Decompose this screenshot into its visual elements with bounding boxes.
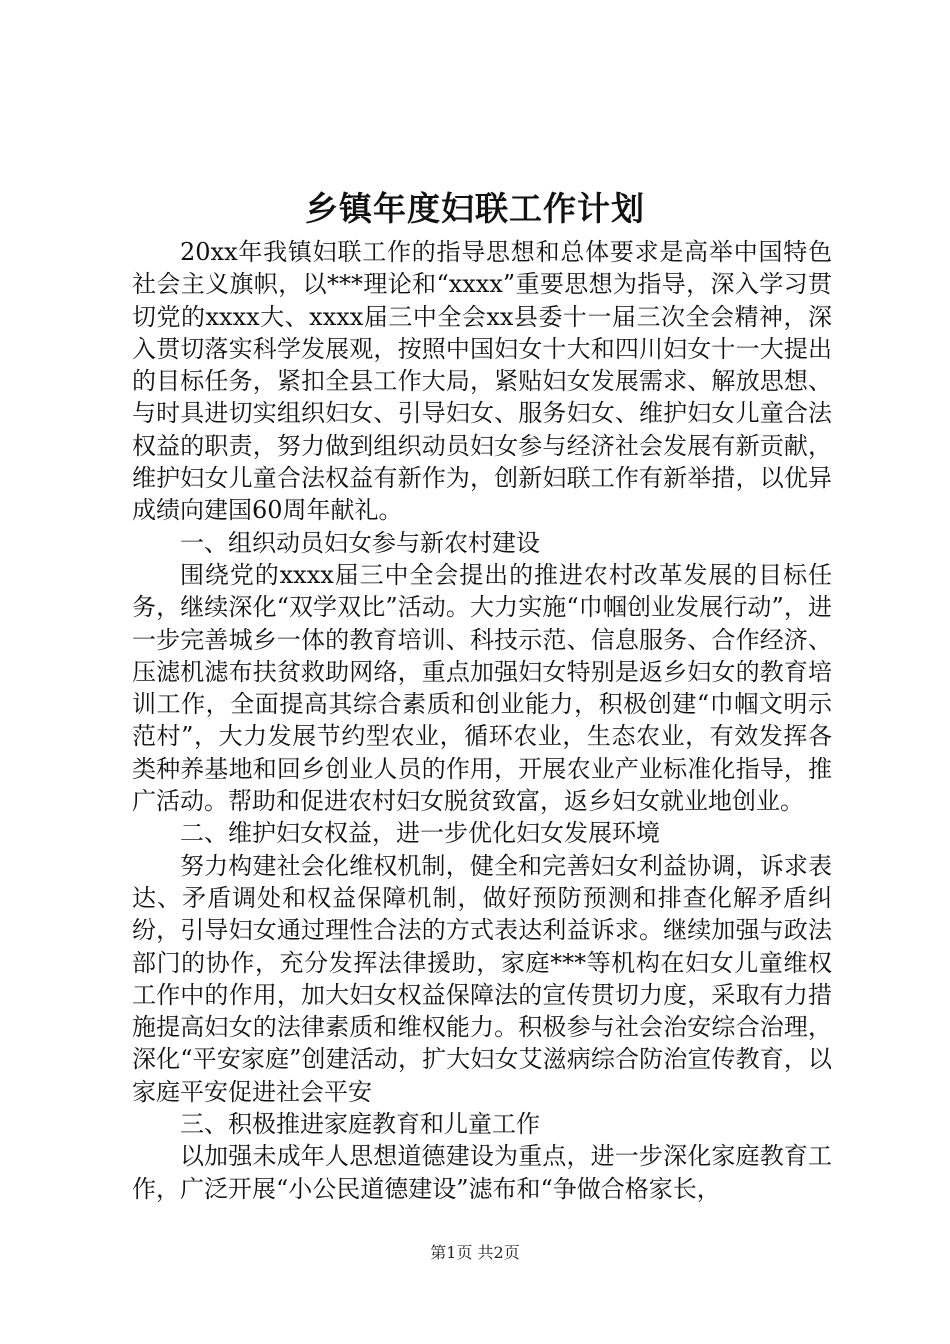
- document-body: [132, 236, 832, 1205]
- paragraph-section-1: 围绕党的xxxx届三中全会提出的推进农村改革发展的目标任务，继续深化“双学双比”活动。大力实施“巾帼创业发展行动”，进一步完善城乡一体的教育培训、科技示范、信息服务、合作经济、压滤机滤布扶贫救助网络，重点加强妇女特别是返乡妇女的教育培训工作，全面提高其综合素质和创业能力，积极创建“巾帼文明示范村”，大力发展节约型农业，循环农业，生态农业，有效发挥各类种养基地和回乡创业人员的作用，开展农业产业标准化指导，推广活动。帮助和促进农村妇女脱贫致富，返乡妇女就业地创业。: [132, 560, 832, 816]
- section-heading-1: 一、组织动员妇女参与新农村建设: [180, 528, 540, 557]
- section-heading-3: 三、积极推进家庭教育和儿童工作: [180, 1110, 540, 1139]
- page-number-footer: 第1页 共2页: [430, 1243, 520, 1262]
- section-heading-2: 二、维护妇女权益，进一步优化妇女发展环境: [180, 819, 660, 848]
- document-title: 乡镇年度妇联工作计划: [305, 189, 645, 228]
- paragraph-intro: 20xx年我镇妇联工作的指导思想和总体要求是高举中国特色社会主义旗帜，以***理论和“xxxx”重要思想为指导，深入学习贯切党的xxxx大、xxxx届三中全会xx县委十一届三次全会精神，深入贯切落实科学发展观，按照中国妇女十大和四川妇女十一大提出的目标任务，紧扣全县工作大局，紧贴妇女发展需求、解放思想、与时具进切实组织妇女、引导妇女、服务妇女、维护妇女儿童合法权益的职责，努力做到组织动员妇女参与经济社会发展有新贡献，维护妇女儿童合法权益有新作为，创新妇联工作有新举措，以优异成绩向建国60周年献礼。: [132, 238, 832, 525]
- paragraph-section-2: 努力构建社会化维权机制，健全和完善妇女利益协调，诉求表达、矛盾调处和权益保障机制，做好预防预测和排查化解矛盾纠纷，引导妇女通过理性合法的方式表达利益诉求。继续加强与政法部门的协作，充分发挥法律援助，家庭***等机构在妇女儿童维权工作中的作用，加大妇女权益保障法的宣传贯切力度，采取有力措施提高妇女的法律素质和维权能力。积极参与社会治安综合治理，深化“平安家庭”创建活动，扩大妇女艾滋病综合防治宣传教育，以家庭平安促进社会平安: [132, 851, 832, 1106]
- paragraph-section-3: 以加强未成年人思想道德建设为重点，进一步深化家庭教育工作，广泛开展“小公民道德建设”滤布和“争做合格家长，: [132, 1142, 832, 1203]
